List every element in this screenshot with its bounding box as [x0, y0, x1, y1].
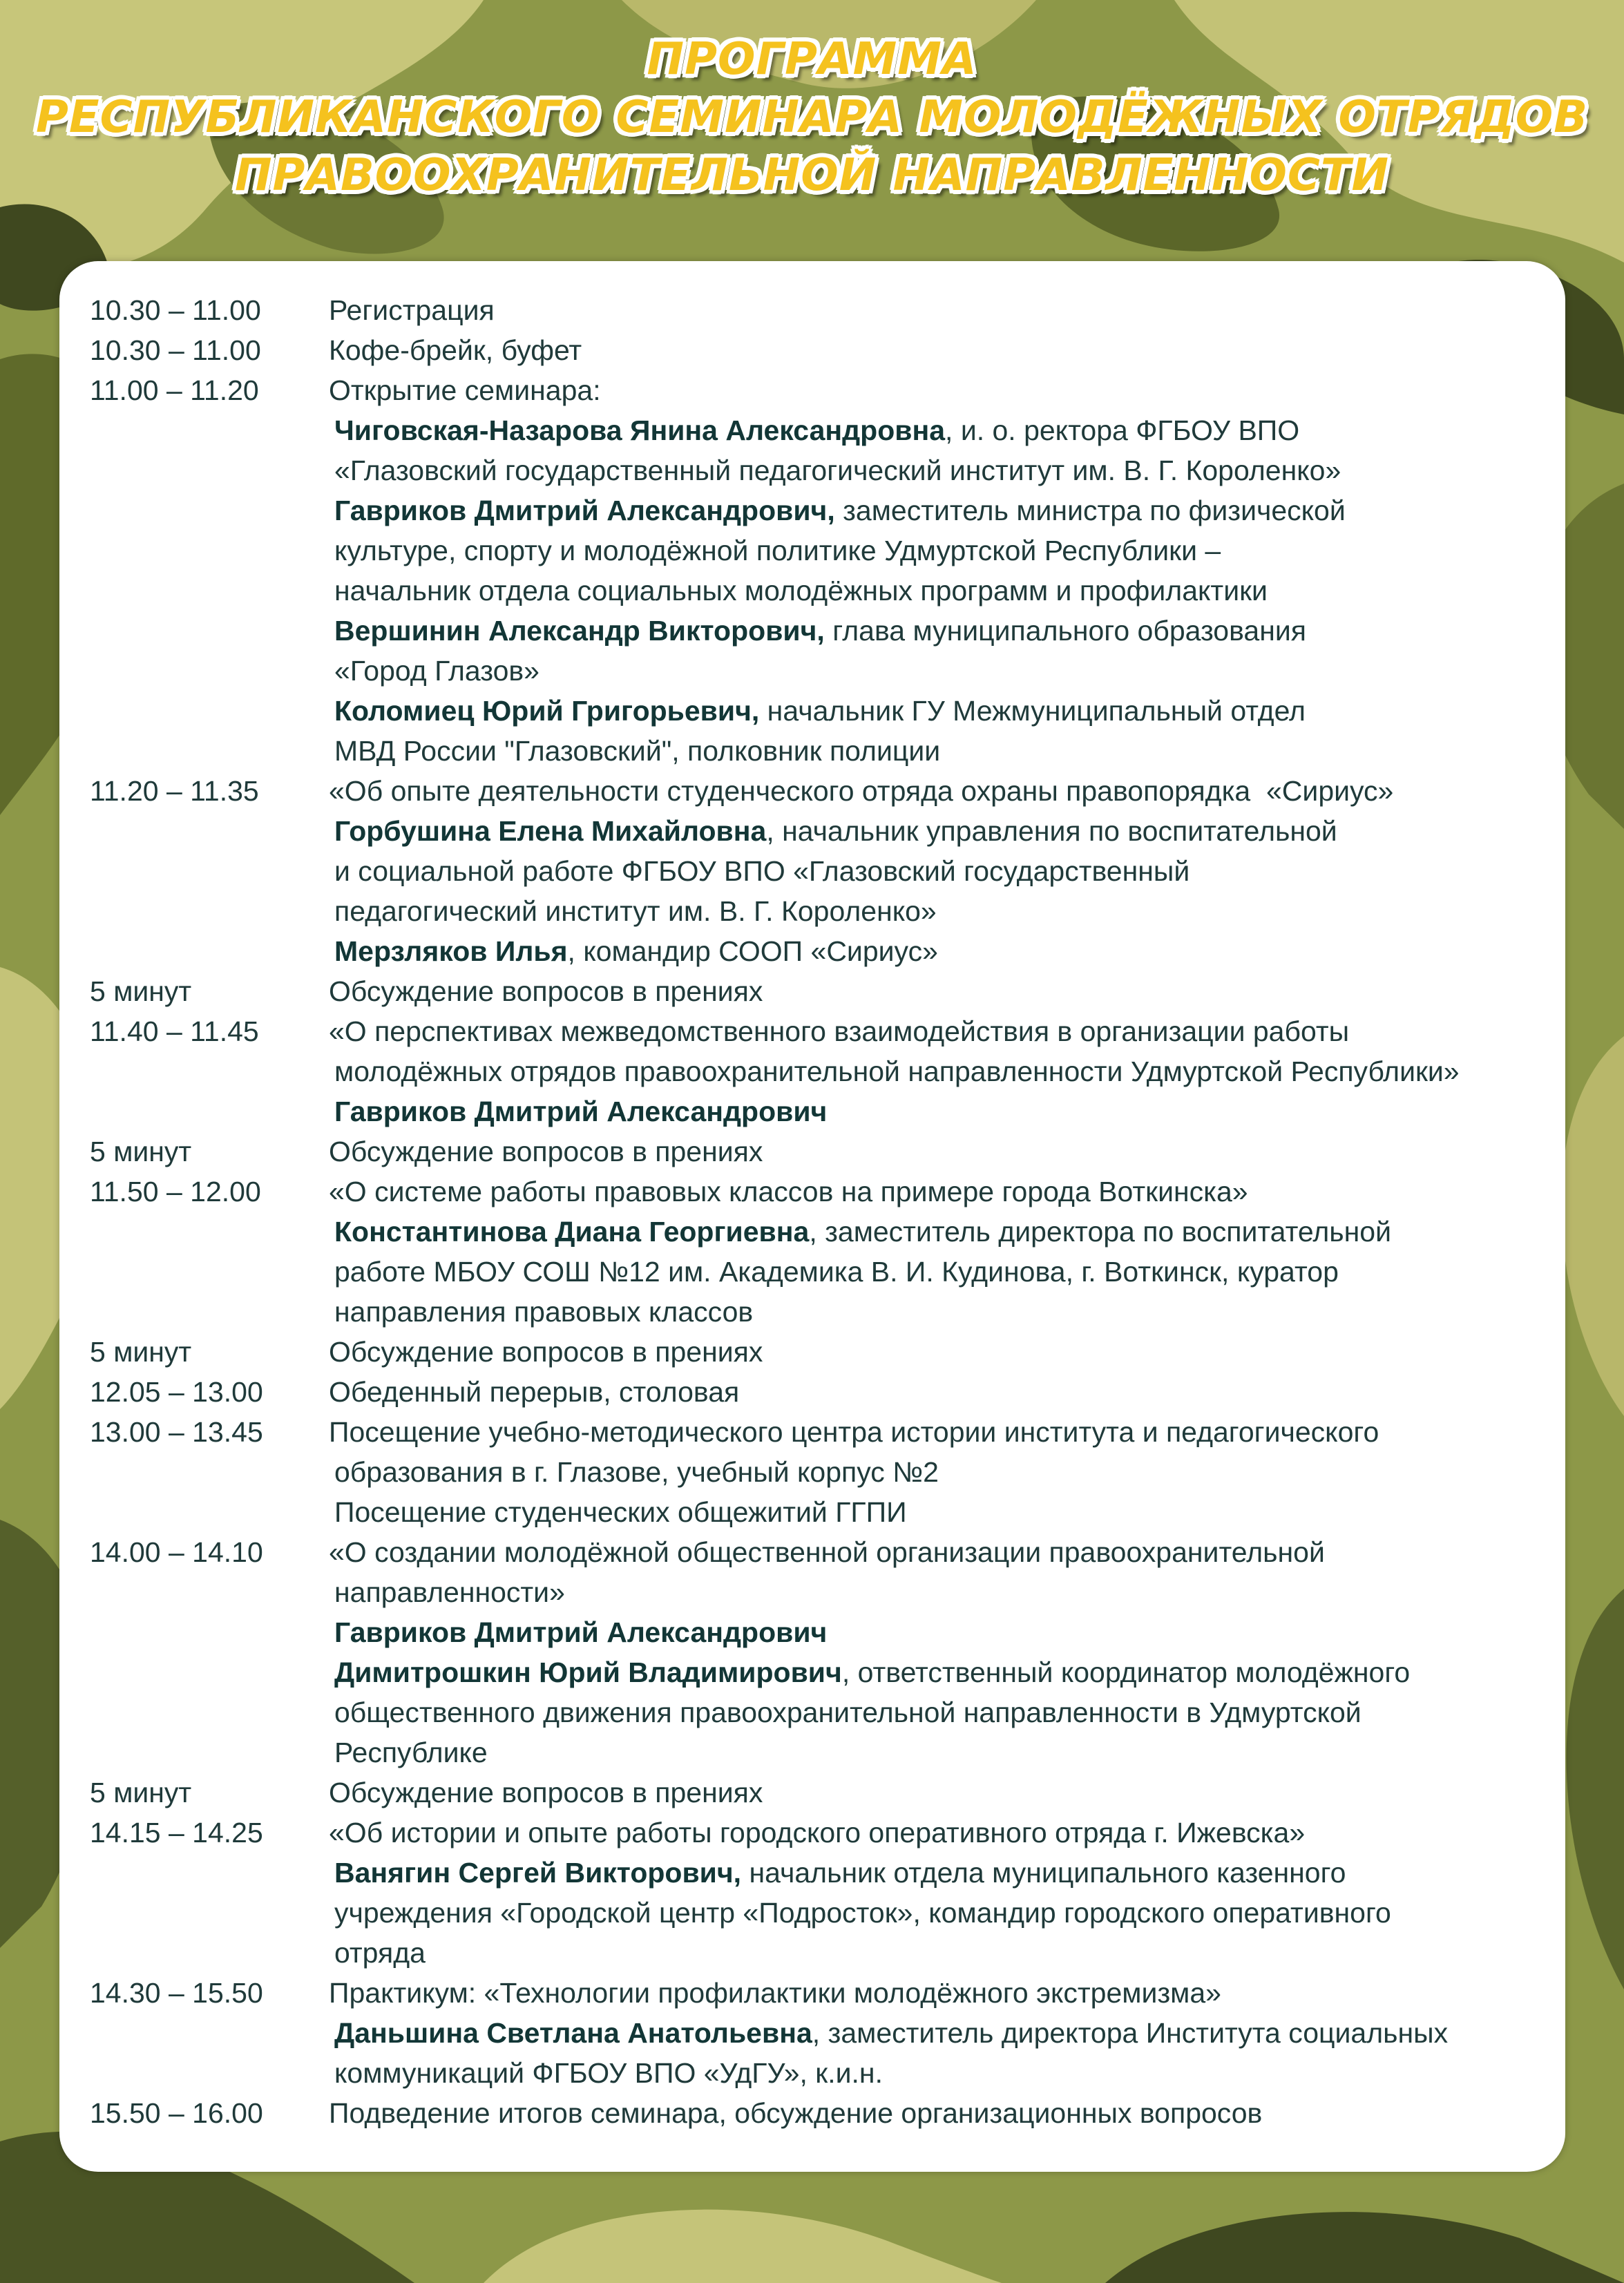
- schedule-time: 11.00 – 11.20: [90, 374, 259, 406]
- schedule-time: [90, 1051, 329, 1091]
- schedule-row: [90, 611, 1575, 651]
- schedule-time: 15.50 – 16.00: [90, 2097, 263, 2129]
- schedule-row: [90, 1332, 1575, 1372]
- schedule-time: [90, 1091, 329, 1131]
- schedule-row: [90, 490, 1575, 531]
- schedule-text: [329, 2053, 1575, 2093]
- schedule-text: [329, 771, 1575, 811]
- schedule-text: [329, 531, 1575, 571]
- schedule-time: [90, 731, 329, 771]
- schedule-description: Обсуждение вопросов в прениях: [329, 975, 763, 1007]
- speaker-name: Горбушина Елена Михайловна: [334, 815, 767, 847]
- schedule-text: [329, 1252, 1575, 1292]
- schedule-time: [90, 1572, 329, 1612]
- schedule-time: 12.05 – 13.00: [90, 1376, 263, 1408]
- schedule-description: МВД России "Глазовский", полковник полиции: [334, 735, 941, 767]
- schedule-text: [329, 1412, 1575, 1452]
- schedule-description: отряда: [334, 1937, 426, 1969]
- speaker-name: Чиговская-Назарова Янина Александровна: [334, 414, 946, 446]
- speaker-name: Вершинин Александр Викторович,: [334, 615, 825, 647]
- schedule-row: [90, 931, 1575, 971]
- schedule-text: [329, 1011, 1575, 1051]
- schedule-description: заместитель министра по физической: [834, 495, 1346, 526]
- speaker-name: Мерзляков Илья: [334, 935, 568, 967]
- schedule-text: [329, 691, 1575, 731]
- schedule-text: [329, 731, 1575, 771]
- schedule-time: [90, 651, 329, 691]
- speaker-name: Гавриков Дмитрий Александрович: [334, 1616, 828, 1648]
- schedule-row: [90, 1652, 1575, 1692]
- speaker-name: Коломиец Юрий Григорьевич,: [334, 695, 760, 727]
- speaker-name: Даньшина Светлана Анатольевна: [334, 2017, 812, 2049]
- schedule-time: 14.15 – 14.25: [90, 1817, 263, 1849]
- schedule-row: [90, 410, 1575, 450]
- schedule-row: [90, 1492, 1575, 1532]
- schedule-time: 5 минут: [90, 1336, 192, 1368]
- schedule-time: [90, 490, 329, 531]
- schedule-text: [329, 571, 1575, 611]
- schedule-description: культуре, спорту и молодёжной политике Удмуртской Республики –: [334, 535, 1221, 566]
- schedule-row: [90, 1532, 1575, 1572]
- schedule-card: [59, 261, 1565, 2172]
- schedule-description: начальник ГУ Межмуниципальный отдел: [759, 695, 1306, 727]
- schedule-row: [90, 1452, 1575, 1492]
- schedule-description: , заместитель директора Института социальных: [812, 2017, 1449, 2049]
- schedule-time: [90, 931, 329, 971]
- schedule-time: [90, 1252, 329, 1292]
- schedule-text: [329, 1372, 1575, 1412]
- schedule-row: [90, 1853, 1575, 1893]
- schedule-description: «Об истории и опыте работы городского оперативного отряда г. Ижевска»: [329, 1817, 1306, 1849]
- schedule-text: [329, 971, 1575, 1011]
- schedule-text: [329, 1572, 1575, 1612]
- schedule-description: Обсуждение вопросов в прениях: [329, 1336, 763, 1368]
- schedule-description: и социальной работе ФГБОУ ВПО «Глазовский государственный: [334, 855, 1190, 887]
- schedule-description: Обсуждение вопросов в прениях: [329, 1136, 763, 1167]
- schedule-row: [90, 1692, 1575, 1732]
- schedule-row: [90, 1051, 1575, 1091]
- schedule-description: учреждения «Городской центр «Подросток», командир городского оперативного: [334, 1897, 1391, 1929]
- schedule-text: [329, 1051, 1575, 1091]
- schedule-row: [90, 2053, 1575, 2093]
- speaker-name: Димитрошкин Юрий Владимирович: [334, 1656, 842, 1688]
- schedule-row: [90, 1773, 1575, 1813]
- program-title: [0, 30, 1624, 204]
- schedule-description: Регистрация: [329, 294, 495, 326]
- schedule-description: «О системе работы правовых классов на примере города Воткинска»: [329, 1176, 1248, 1207]
- schedule-row: [90, 1131, 1575, 1172]
- speaker-name: Гавриков Дмитрий Александрович: [334, 1096, 828, 1127]
- schedule-time: [90, 1492, 329, 1532]
- speaker-name: Константинова Диана Георгиевна: [334, 1216, 810, 1248]
- schedule-text: [329, 1332, 1575, 1372]
- title-line-2: РЕСПУБЛИКАНСКОГО СЕМИНАРА МОЛОДЁЖНЫХ ОТРЯДОВ: [36, 92, 1588, 143]
- schedule-description: направления правовых классов: [334, 1296, 754, 1328]
- schedule-description: «Город Глазов»: [334, 655, 539, 687]
- schedule-row: [90, 1292, 1575, 1332]
- schedule-description: начальник отдела социальных молодёжных программ и профилактики: [334, 575, 1268, 606]
- schedule-text: [329, 811, 1575, 851]
- schedule-text: [329, 1652, 1575, 1692]
- schedule-row: [90, 330, 1575, 370]
- schedule-row: [90, 1612, 1575, 1652]
- schedule-time: 10.30 – 11.00: [90, 334, 261, 366]
- schedule-time: 14.00 – 14.10: [90, 1536, 263, 1568]
- schedule-time: [90, 1652, 329, 1692]
- schedule-time: [90, 1933, 329, 1973]
- schedule-description: «Глазовский государственный педагогический институт им. В. Г. Короленко»: [334, 455, 1341, 486]
- schedule-text: [329, 1091, 1575, 1131]
- schedule-text: [329, 1212, 1575, 1252]
- speaker-name: Гавриков Дмитрий Александрович,: [334, 495, 835, 526]
- schedule-row: [90, 891, 1575, 931]
- schedule-description: Посещение студенческих общежитий ГГПИ: [334, 1496, 907, 1528]
- schedule-text: [329, 1172, 1575, 1212]
- schedule-description: Республике: [334, 1737, 488, 1768]
- schedule-description: Обсуждение вопросов в прениях: [329, 1777, 763, 1808]
- schedule-description: «О создании молодёжной общественной организации правоохранительной: [329, 1536, 1325, 1568]
- schedule-row: [90, 651, 1575, 691]
- schedule-time: [90, 450, 329, 490]
- schedule-row: [90, 1372, 1575, 1412]
- schedule-description: , ответственный координатор молодёжного: [841, 1656, 1411, 1688]
- schedule-time: [90, 1292, 329, 1332]
- schedule-time: [90, 2053, 329, 2093]
- schedule-time: 14.30 – 15.50: [90, 1977, 263, 2009]
- schedule-description: , и. о. ректора ФГБОУ ВПО: [945, 414, 1300, 446]
- schedule-row: [90, 1252, 1575, 1292]
- schedule-row: [90, 450, 1575, 490]
- schedule-time: [90, 851, 329, 891]
- schedule-time: [90, 1212, 329, 1252]
- schedule-row: [90, 1813, 1575, 1853]
- schedule-row: [90, 290, 1575, 330]
- schedule-time: [90, 571, 329, 611]
- schedule-description: общественного движения правоохранительной направленности в Удмуртской: [334, 1697, 1362, 1728]
- schedule-text: [329, 1973, 1575, 2013]
- schedule-row: [90, 771, 1575, 811]
- schedule-row: [90, 851, 1575, 891]
- schedule-description: Практикум: «Технологии профилактики молодёжного экстремизма»: [329, 1977, 1221, 2009]
- schedule-row: [90, 971, 1575, 1011]
- title-line-1: ПРОГРАММА: [647, 34, 977, 85]
- schedule-time: [90, 1452, 329, 1492]
- schedule-text: [329, 1612, 1575, 1652]
- schedule-time: 10.30 – 11.00: [90, 294, 261, 326]
- schedule-text: [329, 290, 1575, 330]
- schedule-time: 11.40 – 11.45: [90, 1015, 259, 1047]
- schedule-description: «Об опыте деятельности студенческого отряда охраны правопорядка «Сириус»: [329, 775, 1394, 807]
- schedule-row: [90, 1893, 1575, 1933]
- schedule-text: [329, 1492, 1575, 1532]
- schedule-row: [90, 811, 1575, 851]
- schedule-description: глава муниципального образования: [824, 615, 1306, 647]
- schedule-description: , командир СООП «Сириус»: [567, 935, 938, 967]
- schedule-text: [329, 490, 1575, 531]
- schedule-text: [329, 1732, 1575, 1773]
- schedule-row: [90, 1212, 1575, 1252]
- schedule-text: [329, 1131, 1575, 1172]
- schedule-text: [329, 410, 1575, 450]
- schedule-description: коммуникаций ФГБОУ ВПО «УдГУ», к.и.н.: [334, 2057, 883, 2089]
- schedule-text: [329, 2013, 1575, 2053]
- schedule-text: [329, 450, 1575, 490]
- schedule-description: молодёжных отрядов правоохранительной направленности Удмуртской Республики»: [334, 1055, 1460, 1087]
- schedule-row: [90, 370, 1575, 410]
- schedule-text: [329, 1292, 1575, 1332]
- schedule-time: 11.50 – 12.00: [90, 1176, 261, 1207]
- schedule-time: [90, 1893, 329, 1933]
- schedule-description: Посещение учебно-методического центра истории института и педагогического: [329, 1416, 1379, 1448]
- schedule-row: [90, 731, 1575, 771]
- schedule-text: [329, 1893, 1575, 1933]
- schedule-description: педагогический институт им. В. Г. Короленко»: [334, 895, 937, 927]
- schedule-row: [90, 1572, 1575, 1612]
- schedule-description: работе МБОУ СОШ №12 им. Академика В. И. Кудинова, г. Воткинск, куратор: [334, 1256, 1339, 1288]
- schedule-description: начальник отдела муниципального казенного: [741, 1857, 1346, 1889]
- schedule-description: образования в г. Глазове, учебный корпус №2: [334, 1456, 939, 1488]
- schedule-text: [329, 611, 1575, 651]
- schedule-text: [329, 1692, 1575, 1732]
- schedule-description: , заместитель директора по воспитательной: [809, 1216, 1391, 1248]
- schedule-text: [329, 851, 1575, 891]
- schedule-row: [90, 1011, 1575, 1051]
- schedule-text: [329, 2093, 1575, 2133]
- schedule-time: [90, 1612, 329, 1652]
- schedule-row: [90, 1091, 1575, 1131]
- schedule-description: Открытие семинара:: [329, 374, 601, 406]
- schedule-time: [90, 531, 329, 571]
- schedule-row: [90, 571, 1575, 611]
- schedule-row: [90, 1412, 1575, 1452]
- schedule-row: [90, 2093, 1575, 2133]
- schedule-row: [90, 1732, 1575, 1773]
- schedule-text: [329, 1773, 1575, 1813]
- schedule-text: [329, 330, 1575, 370]
- schedule-text: [329, 651, 1575, 691]
- schedule-time: [90, 1853, 329, 1893]
- schedule-text: [329, 931, 1575, 971]
- speaker-name: Ванягин Сергей Викторович,: [334, 1857, 742, 1889]
- schedule-list: [90, 290, 1575, 2133]
- schedule-time: 5 минут: [90, 975, 192, 1007]
- schedule-text: [329, 1532, 1575, 1572]
- schedule-row: [90, 2013, 1575, 2053]
- schedule-time: [90, 1692, 329, 1732]
- schedule-time: [90, 811, 329, 851]
- schedule-description: Подведение итогов семинара, обсуждение организационных вопросов: [329, 2097, 1263, 2129]
- schedule-text: [329, 1853, 1575, 1893]
- schedule-description: Обеденный перерыв, столовая: [329, 1376, 740, 1408]
- schedule-text: [329, 891, 1575, 931]
- schedule-description: , начальник управления по воспитательной: [766, 815, 1337, 847]
- schedule-text: [329, 370, 1575, 410]
- schedule-time: [90, 891, 329, 931]
- schedule-time: 5 минут: [90, 1136, 192, 1167]
- title-line-3: ПРАВООХРАНИТЕЛЬНОЙ НАПРАВЛЕННОСТИ: [234, 150, 1390, 201]
- schedule-time: [90, 691, 329, 731]
- schedule-time: [90, 2013, 329, 2053]
- schedule-time: [90, 1732, 329, 1773]
- schedule-row: [90, 1973, 1575, 2013]
- schedule-row: [90, 531, 1575, 571]
- schedule-row: [90, 1933, 1575, 1973]
- schedule-description: Кофе-брейк, буфет: [329, 334, 582, 366]
- schedule-row: [90, 1172, 1575, 1212]
- schedule-description: «О перспективах межведомственного взаимодействия в организации работы: [329, 1015, 1350, 1047]
- schedule-description: направленности»: [334, 1576, 565, 1608]
- schedule-time: 13.00 – 13.45: [90, 1416, 263, 1448]
- schedule-row: [90, 691, 1575, 731]
- schedule-text: [329, 1813, 1575, 1853]
- schedule-time: [90, 611, 329, 651]
- schedule-time: [90, 410, 329, 450]
- schedule-time: 5 минут: [90, 1777, 192, 1808]
- schedule-time: 11.20 – 11.35: [90, 775, 259, 807]
- schedule-text: [329, 1933, 1575, 1973]
- schedule-text: [329, 1452, 1575, 1492]
